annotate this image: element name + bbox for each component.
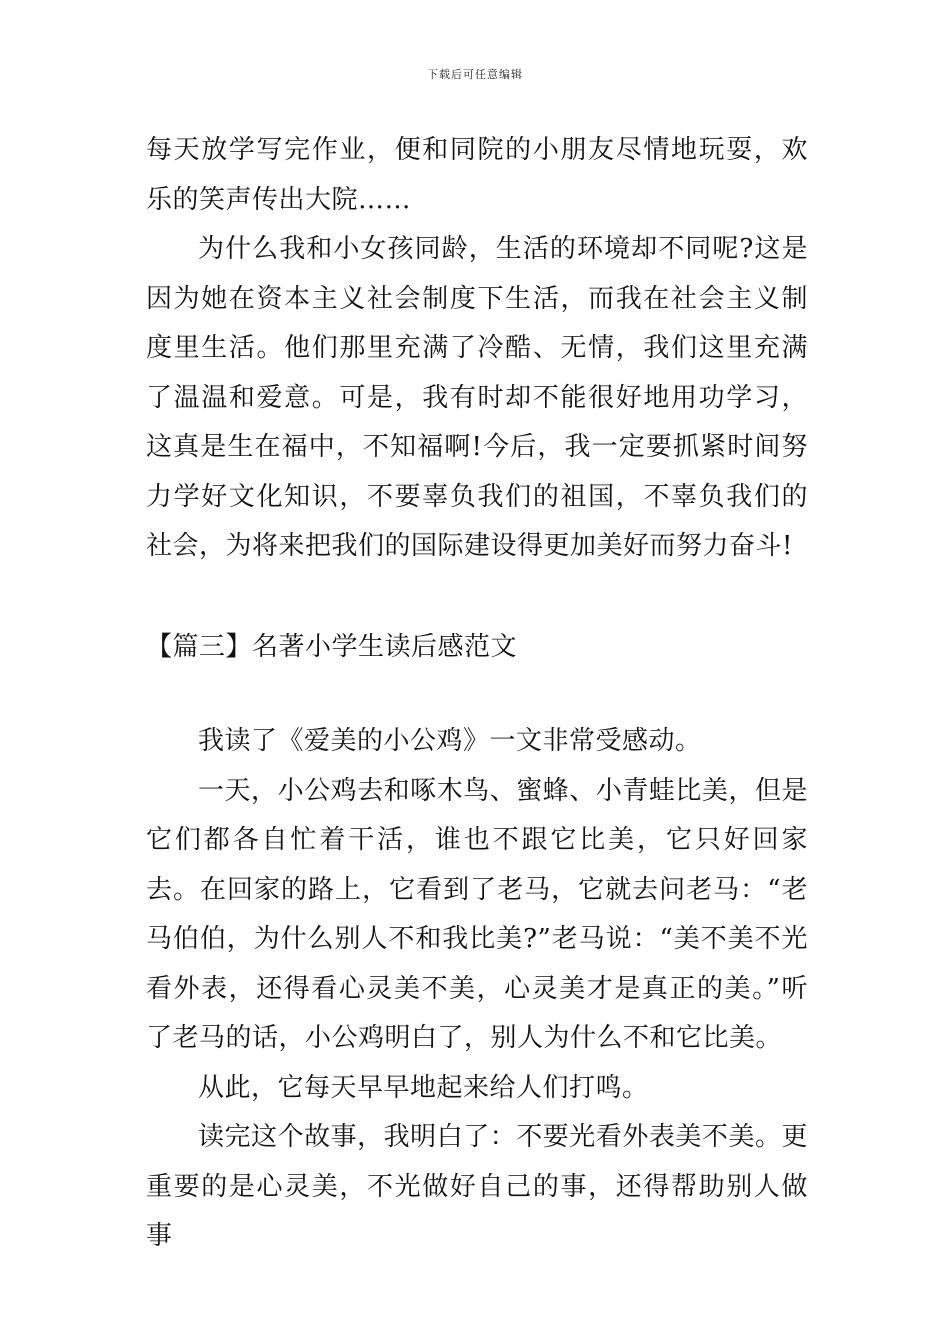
paragraph-reflection: 为什么我和小女孩同龄，生活的环境却不同呢?这是因为她在资本主义社会制度下生活，而我在社会主义制度里生活。他们那里充满了冷酷、无情，我们这里充满了温温和爱意。可是，我有时却不能很好地用功学习，这真是生在福中，不知福啊!今后，我一定要抓紧时间努力学好文化知识，不要辜负我们的祖国，不辜负我们的社会，为将来把我们的国际建设得更加美好而努力奋斗! xyxy=(146,234,808,561)
paragraph-lesson: 读完这个故事，我明白了：不要光看外表美不美。更重要的是心灵美，不光做好自己的事，还得帮助别人做事 xyxy=(146,1122,808,1251)
paragraph-intro: 我读了《爱美的小公鸡》一文非常受感动。 xyxy=(198,726,702,756)
section-heading: 【篇三】名著小学生读后感范文 xyxy=(146,631,518,662)
paragraph-afterward: 从此，它每天早早地起来给人们打鸣。 xyxy=(198,1072,649,1103)
paragraph-continuation: 每天放学写完作业，便和同院的小朋友尽情地玩耍，欢乐的笑声传出大院…… xyxy=(146,135,808,215)
document-body xyxy=(146,126,808,1262)
header-note: 下载后可任意编辑 xyxy=(427,68,523,81)
paragraph-story: 一天，小公鸡去和啄木鸟、蜜蜂、小青蛙比美，但是它们都各自忙着干活，谁也不跟它比美，它只好回家去。在回家的路上，它看到了老马，它就去问老马：“老马伯伯，为什么别人不和我比美?”老马说：“美不美不光看外表，还得看心灵美不美，心灵美才是真正的美。”听了老马的话，小公鸡明白了，别人为什么不和它比美。 xyxy=(146,775,808,1053)
